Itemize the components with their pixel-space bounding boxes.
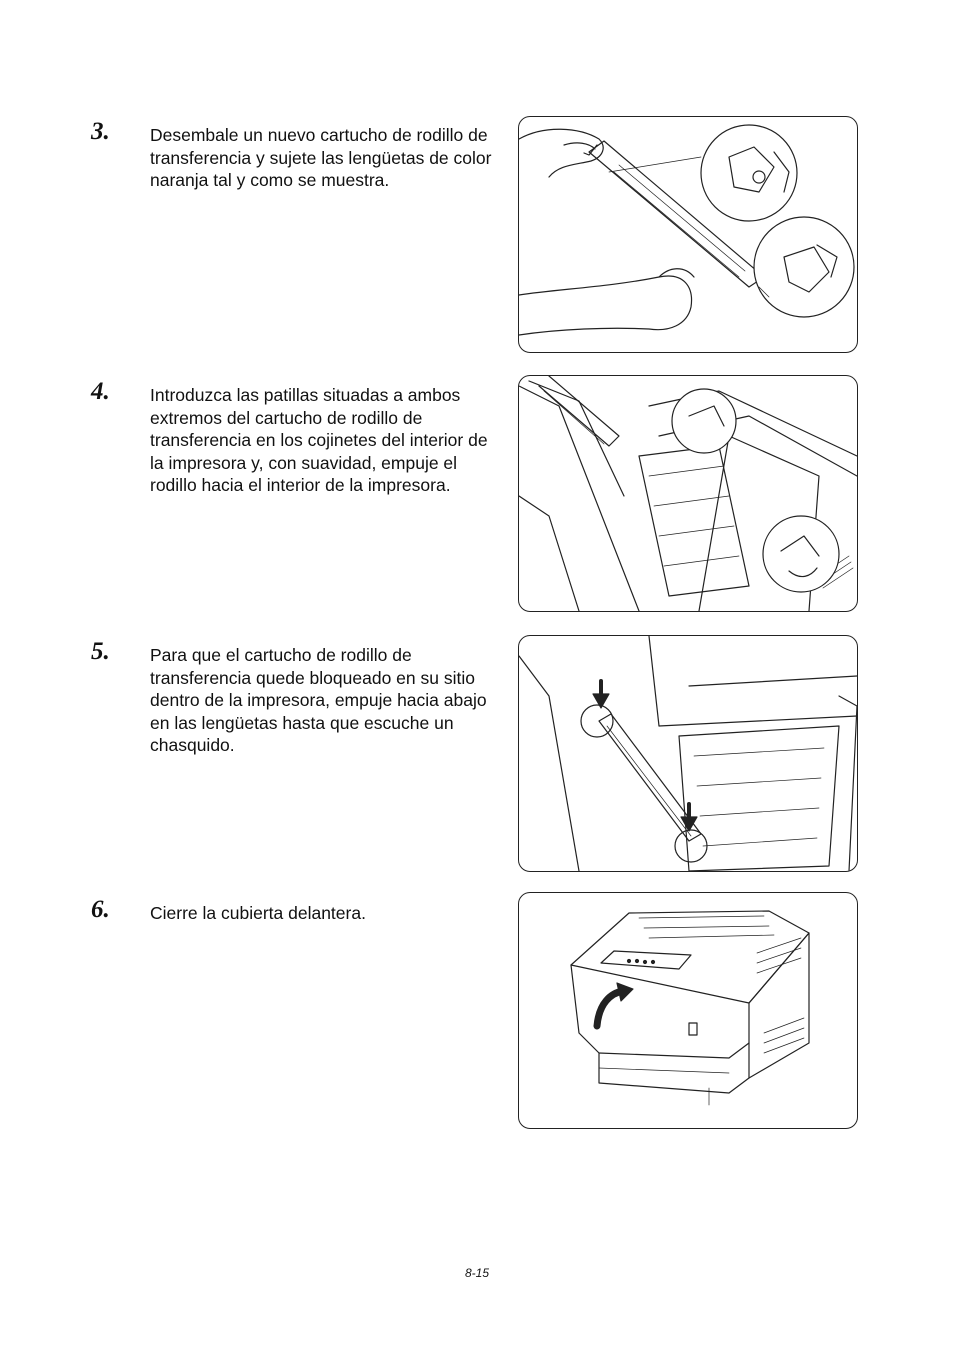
- illustration-lock-roller: [518, 635, 858, 872]
- step-text: Desembale un nuevo cartucho de rodillo de transferencia y sujete las lengüetas de color naranja tal y como se muestra.: [150, 125, 492, 190]
- step-number: 3.: [91, 118, 110, 145]
- illustration-close-cover: [518, 892, 858, 1129]
- step-text: Para que el cartucho de rodillo de transferencia quede bloqueado en su sitio dentro de la impresora, empuje hacia abajo en las lengüetas hasta que escuche un chasquido.: [150, 645, 487, 755]
- step-number: 5.: [91, 638, 110, 665]
- step-number: 6.: [91, 896, 110, 923]
- step-text: Introduzca las patillas situadas a ambos extremos del cartucho de rodillo de transferencia en los cojinetes del interior de la impresora y, con suavidad, empuje el rodillo hacia el interior de la impresora.: [150, 385, 488, 495]
- illustration-insert-roller: [518, 375, 858, 612]
- page-number: 8-15: [464, 1266, 490, 1280]
- illustration-unpack-roller: [518, 116, 858, 353]
- step-text: Cierre la cubierta delantera.: [150, 903, 366, 923]
- step-number: 4.: [91, 378, 110, 405]
